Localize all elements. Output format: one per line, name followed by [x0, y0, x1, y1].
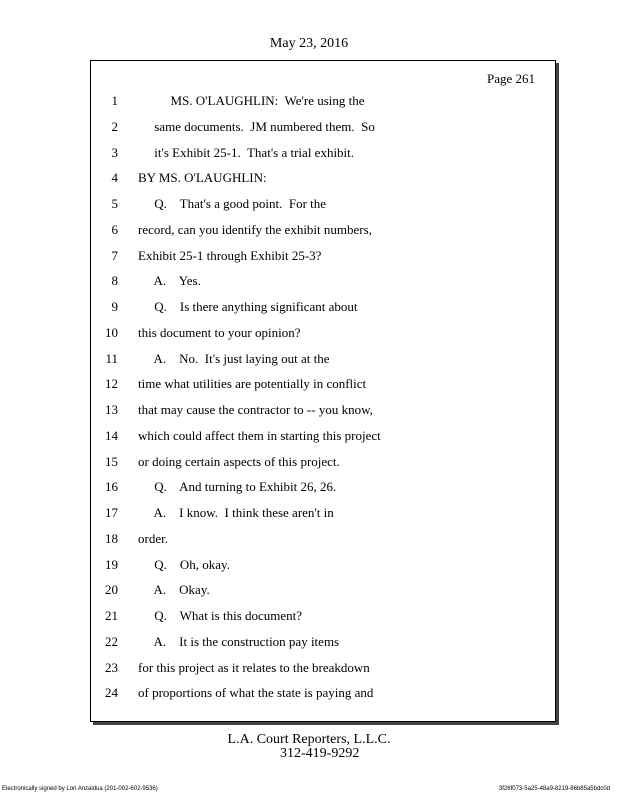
line-text: it's Exhibit 25-1. That's a trial exhibit.: [138, 144, 355, 160]
line-text: Q. That's a good point. For the: [138, 196, 327, 211]
footer-phone: 312-419-9292: [280, 746, 360, 761]
line-number: 13: [105, 402, 118, 417]
line-number: 20: [105, 582, 118, 598]
transcript-line: [0, 402, 600, 420]
line-number: 5: [111, 196, 118, 211]
line-text: this document to your opinion?: [138, 324, 301, 340]
line-number: 4: [111, 170, 118, 186]
line-number: 1: [111, 93, 118, 108]
transcript-line: [0, 119, 600, 137]
line-text: Q. Is there anything significant about: [138, 299, 358, 314]
line-text: A. It is the construction pay items: [138, 633, 340, 649]
line-text: same documents. JM numbered them. So: [138, 118, 375, 134]
line-text: Q. And turning to Exhibit 26, 26.: [138, 479, 337, 495]
line-number: 21: [105, 608, 118, 623]
transcript-line: [0, 557, 600, 575]
electronic-signature: Electronically signed by Lori Anzaldua (201-002-602-9536): [2, 786, 158, 792]
transcript-line: [0, 582, 600, 600]
line-text: which could affect them in starting this project: [138, 427, 381, 443]
line-text: A. I know. I think these aren't in: [138, 505, 334, 520]
transcript-line: [0, 428, 600, 446]
line-text: MS. O'LAUGHLIN: We're using the: [138, 93, 365, 108]
line-number: 23: [105, 659, 118, 675]
line-number: 17: [105, 505, 118, 520]
transcript-line: [0, 325, 600, 343]
transcript-line: [0, 299, 600, 317]
line-number: 9: [111, 299, 118, 314]
line-text: Q. What is this document?: [138, 608, 303, 623]
header-date: May 23, 2016: [269, 36, 349, 51]
line-number: 22: [105, 633, 118, 649]
line-text: A. Okay.: [138, 582, 210, 598]
transcript-line: [0, 376, 600, 394]
page-number: Page 261: [486, 71, 535, 86]
transcript-line: [0, 196, 600, 214]
line-text: BY MS. O'LAUGHLIN:: [138, 170, 267, 186]
line-number: 8: [111, 273, 118, 289]
transcript-line: [0, 222, 600, 240]
line-number: 15: [105, 453, 118, 469]
line-number: 14: [105, 427, 118, 443]
transcript-line: [0, 685, 600, 703]
transcript-line: [0, 351, 600, 369]
transcript-line: [0, 170, 600, 188]
transcript-line: [0, 145, 600, 163]
line-number: 11: [105, 350, 118, 366]
line-text: that may cause the contractor to -- you know,: [138, 402, 373, 417]
line-number: 19: [105, 556, 118, 572]
line-text: of proportions of what the state is paying and: [138, 685, 374, 701]
line-number: 10: [105, 324, 118, 340]
line-text: time what utilities are potentially in conflict: [138, 376, 367, 392]
transcript-line: [0, 660, 600, 678]
transcript-line: [0, 273, 600, 291]
transcript-line: [0, 479, 600, 497]
transcript-line: [0, 531, 600, 549]
line-number: 24: [105, 685, 118, 701]
document-hash: 3f26f073-5a25-48a9-8219-86b85a5bdc0d: [498, 786, 610, 792]
footer-company: L.A. Court Reporters, L.L.C.: [227, 732, 391, 747]
transcript-line: [0, 634, 600, 652]
transcript-line: [0, 93, 600, 111]
transcript-line: [0, 505, 600, 523]
line-number: 18: [105, 530, 118, 546]
line-text: or doing certain aspects of this project.: [138, 453, 340, 469]
line-text: A. No. It's just laying out at the: [138, 350, 330, 366]
line-number: 2: [111, 118, 118, 134]
transcript-line: [0, 248, 600, 266]
line-text: A. Yes.: [138, 273, 201, 289]
line-text: order.: [138, 530, 168, 546]
line-number: 16: [105, 479, 118, 495]
line-text: Exhibit 25-1 through Exhibit 25-3?: [138, 247, 322, 263]
line-number: 12: [105, 376, 118, 392]
line-text: record, can you identify the exhibit numbers,: [138, 221, 372, 237]
line-text: Q. Oh, okay.: [138, 556, 230, 572]
line-number: 7: [111, 247, 118, 263]
line-text: for this project as it relates to the breakdown: [138, 659, 370, 675]
transcript-line: [0, 608, 600, 626]
transcript-line: [0, 454, 600, 472]
line-number: 3: [111, 144, 118, 160]
line-number: 6: [111, 221, 118, 237]
